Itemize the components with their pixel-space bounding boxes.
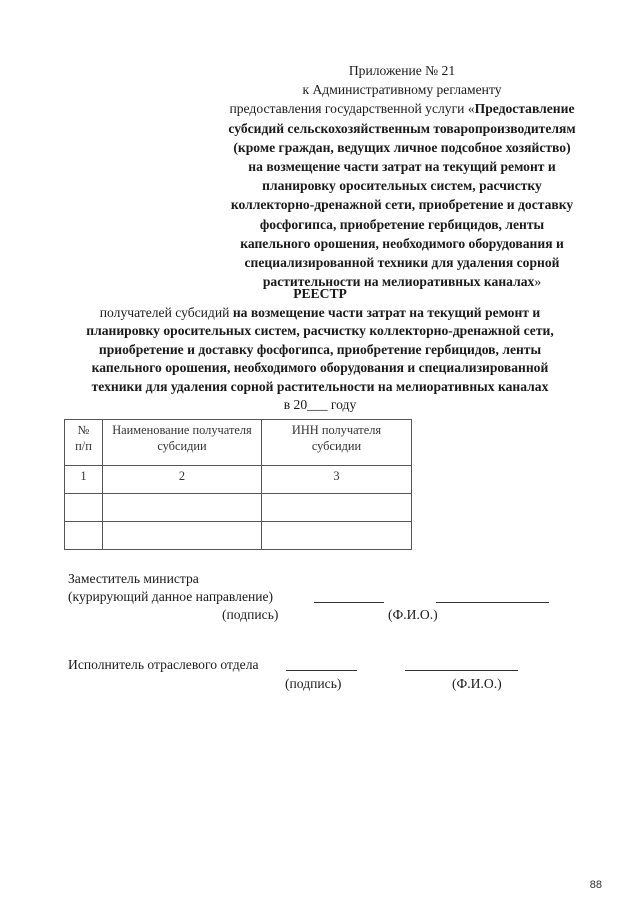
deputy-name-caption: (Ф.И.О.) xyxy=(388,607,438,622)
table-cell: 1 xyxy=(65,466,103,494)
service-title-line: на возмещение части затрат на текущий ремонт и xyxy=(248,159,556,175)
service-title-line: фосфогипса, приобретение гербицидов, ленты xyxy=(259,216,545,232)
table-row xyxy=(65,522,412,550)
executor-name-caption: (Ф.И.О.) xyxy=(452,676,502,691)
executor-name-line xyxy=(405,670,518,671)
table-cell xyxy=(103,494,262,522)
appendix-header xyxy=(200,61,604,291)
table-cell: 2 xyxy=(103,466,262,494)
executor-signature-line xyxy=(286,670,357,671)
service-title-line: капельного орошения, необходимого оборудования и xyxy=(240,235,564,251)
page-number: 88 xyxy=(589,879,602,891)
deputy-signature-line xyxy=(314,602,384,603)
table-cell xyxy=(262,494,412,522)
deputy-signature-caption: (подпись) xyxy=(222,607,279,622)
registry-table xyxy=(64,419,412,550)
registry-subtitle-line: капельного орошения, необходимого оборудования и специализированной xyxy=(91,360,549,375)
service-title-line: субсидий сельскохозяйственным товаропроизводителям xyxy=(228,120,576,136)
service-title-line: растительности на мелиоративных каналах» xyxy=(262,274,542,290)
header-cell-number: № п/п xyxy=(65,420,103,466)
table-cell xyxy=(262,522,412,550)
regulation-reference: к Административному регламенту xyxy=(302,82,502,98)
table-row xyxy=(65,494,412,522)
appendix-number: Приложение № 21 xyxy=(348,63,456,78)
deputy-minister-label: Заместитель министра xyxy=(68,571,199,586)
registry-subtitle-line: техники для удаления сорной растительности на мелиоративных каналах xyxy=(91,378,549,394)
table-numbering-row xyxy=(65,466,412,494)
registry-title xyxy=(40,285,600,415)
deputy-name-line xyxy=(436,602,549,603)
table-cell xyxy=(103,522,262,550)
header-cell-recipient-name: Наименование получателя субсидии xyxy=(103,420,262,466)
registry-heading: РЕЕСТР xyxy=(293,286,347,301)
table-cell xyxy=(65,522,103,550)
header-cell-inn: ИНН получателя субсидии xyxy=(262,420,412,466)
executor-signature-caption: (подпись) xyxy=(285,676,342,691)
service-title-line: планировку оросительных систем, расчистку xyxy=(262,178,542,194)
table-cell: 3 xyxy=(262,466,412,494)
executor-label: Исполнитель отраслевого отдела xyxy=(68,657,259,672)
service-title-line: специализированной техники для удаления сорной xyxy=(244,255,560,271)
table-header-row xyxy=(65,420,412,466)
service-title-line: (кроме граждан, ведущих личное подсобное хозяйство) xyxy=(233,139,571,155)
service-title-line: предоставления государственной услуги «Предоставление xyxy=(229,101,575,117)
registry-subtitle-line: приобретение и доставку фосфогипса, приобретение гербицидов, ленты xyxy=(98,341,542,357)
registry-year: в 20___ году xyxy=(283,397,357,412)
service-title-line: коллекторно-дренажной сети, приобретение и доставку xyxy=(230,197,574,213)
table-cell xyxy=(65,494,103,522)
deputy-minister-direction-label: (курирующий данное направление) xyxy=(68,589,274,604)
registry-subtitle-line: планировку оросительных систем, расчистку коллекторно-дренажной сети, xyxy=(86,323,554,338)
registry-subtitle-line: получателей субсидий на возмещение части затрат на текущий ремонт и xyxy=(99,304,541,320)
